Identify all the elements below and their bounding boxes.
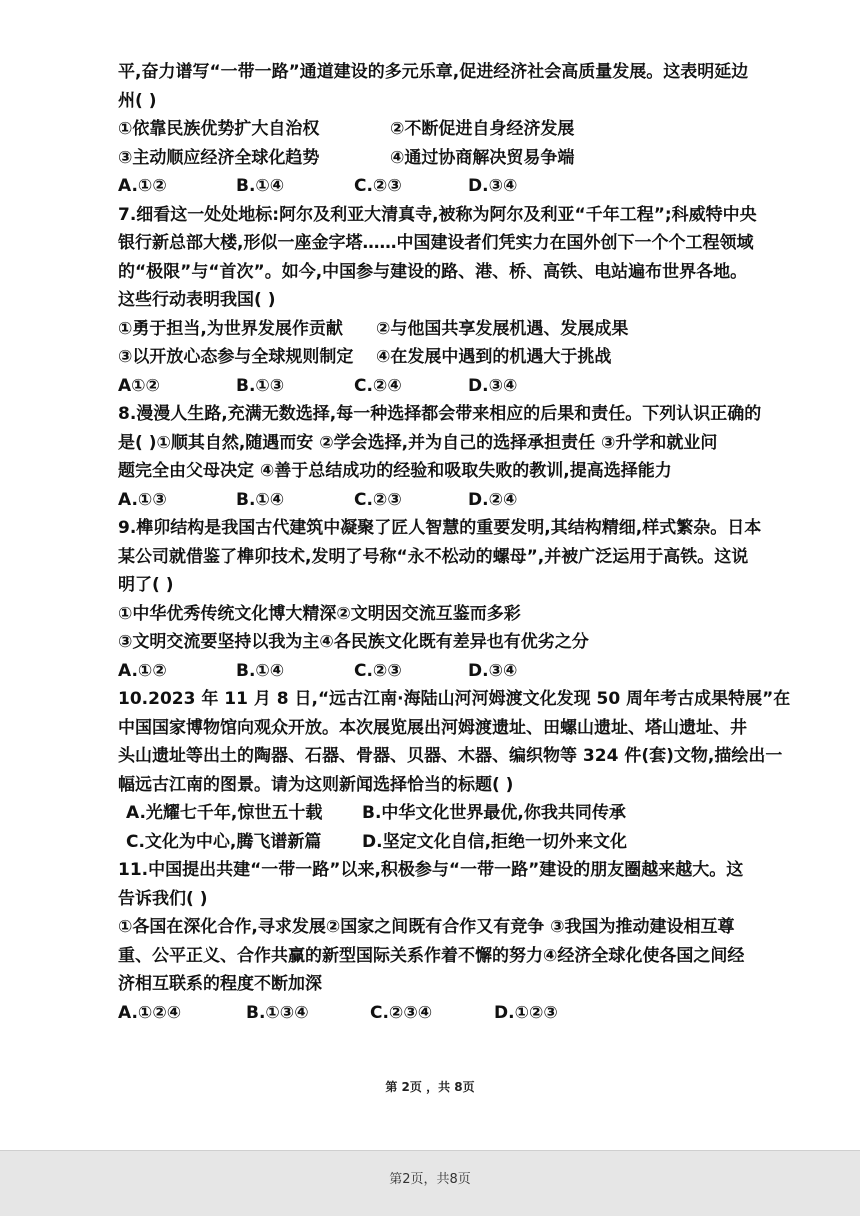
q7-option-a: A①②: [118, 375, 160, 396]
q8-line-1: 8.漫漫人生路,充满无数选择,每一种选择都会带来相应的后果和责任。下列认识正确的: [118, 404, 762, 424]
q7-option-b: B.①③: [236, 375, 285, 396]
q9-option-d: D.③④: [468, 660, 518, 681]
q8-option-a: A.①③: [118, 489, 167, 510]
q11-option-d: D.①②③: [494, 1002, 558, 1023]
q7-option-d: D.③④: [468, 375, 518, 396]
q6-line-2: 州( ): [118, 90, 157, 111]
q8-line-3: 题完全由父母决定 ④善于总结成功的经验和吸取失败的教训,提高选择能力: [118, 461, 672, 481]
q8-option-d: D.②④: [468, 489, 518, 510]
page-divider: [0, 1150, 860, 1151]
q10-line-1: 10.2023 年 11 月 8 日,“远古江南·海陆山河河姆渡文化发现 50 周年考古成果特展”在: [118, 689, 791, 709]
printed-page-number: 第 2页 ，共 8页: [385, 1080, 475, 1094]
viewer-page-indicator: 第2页，共8页: [389, 1172, 471, 1187]
q6-statement-3: ③主动顺应经济全球化趋势: [118, 147, 320, 168]
q10-option-d: D.坚定文化自信,拒绝一切外来文化: [362, 831, 628, 852]
q6-option-d: D.③④: [468, 176, 518, 196]
q7-line-1: 7.细看这一处处地标:阿尔及利亚大清真寺,被称为阿尔及利亚“千年工程”;科威特中央: [118, 204, 757, 225]
q9-line-5: ③文明交流要坚持以我为主④各民族文化既有差异也有优劣之分: [118, 632, 589, 652]
q8-option-c: C.②③: [354, 489, 402, 510]
question-content: [118, 58, 798, 1027]
q6-statement-1: ①依靠民族优势扩大自治权: [118, 119, 320, 139]
q10-options-2: [118, 828, 798, 857]
q10-option-c: C.文化为中心,腾飞谱新篇: [126, 831, 322, 852]
q7-statements-2: [118, 343, 798, 372]
q6-option-a: A.①②: [118, 176, 167, 196]
q7-statement-4: ④在发展中遇到的机遇大于挑战: [376, 347, 612, 367]
q7-statement-3: ③以开放心态参与全球规则制定: [118, 347, 354, 367]
q7-options: [118, 372, 798, 401]
q7-line-2: 银行新总部大楼,形似一座金字塔……中国建设者们凭实力在国外创下一个个工程领域: [118, 233, 754, 253]
q10-option-b: B.中华文化世界最优,你我共同传承: [362, 803, 626, 823]
q10-option-a: A.光耀七千年,惊世五十载: [126, 803, 323, 823]
q6-statement-2: ②不断促进自身经济发展: [390, 119, 575, 139]
q10-options-1: [118, 799, 798, 828]
q11-option-b: B.①③④: [246, 1002, 309, 1023]
q8-line-2: 是( )①顺其自然,随遇而安 ②学会选择,并为自己的选择承担责任 ③升学和就业问: [118, 432, 718, 453]
q6-line-1: 平,奋力谱写“一带一路”通道建设的多元乐章,促进经济社会高质量发展。这表明延边: [118, 62, 749, 82]
q9-option-b: B.①④: [236, 660, 285, 681]
q8-options: [118, 486, 798, 515]
q11-line-1: 11.中国提出共建“一带一路”以来,积极参与“一带一路”建设的朋友圈越来越大。这: [118, 860, 744, 880]
q9-option-c: C.②③: [354, 660, 402, 681]
q11-line-4: 重、公平正义、合作共赢的新型国际关系作着不懈的努力④经济全球化使各国之间经: [118, 945, 745, 966]
q6-statements-1: [118, 115, 798, 144]
q7-statement-2: ②与他国共享发展机遇、发展成果: [376, 318, 629, 339]
q11-options: [118, 999, 798, 1028]
q9-options: [118, 657, 798, 686]
q7-statements-1: [118, 315, 798, 344]
q11-option-c: C.②③④: [370, 1002, 433, 1023]
q11-line-3: ①各国在深化合作,寻求发展②国家之间既有合作又有竞争 ③我国为推动建设相互尊: [118, 917, 735, 937]
q7-line-3: 的“极限”与“首次”。如今,中国参与建设的路、港、桥、高铁、电站遍布世界各地。: [118, 261, 748, 282]
q9-line-3: 明了( ): [118, 575, 174, 595]
q10-line-3: 头山遗址等出土的陶器、石器、骨器、贝器、木器、编织物等 324 件(套)文物,描绘出一: [118, 746, 783, 766]
q6-option-b: B.①④: [236, 176, 285, 196]
q10-line-4: 幅远古江南的图景。请为这则新闻选择恰当的标题( ): [118, 774, 514, 795]
q11-option-a: A.①②④: [118, 1002, 182, 1023]
q6-statements-2: [118, 144, 798, 173]
q6-options: [118, 172, 798, 201]
q6-option-c: C.②③: [354, 176, 402, 196]
q9-option-a: A.①②: [118, 660, 167, 681]
q11-line-2: 告诉我们( ): [118, 888, 208, 909]
q9-line-4: ①中华优秀传统文化博大精深②文明因交流互鉴而多彩: [118, 603, 521, 624]
q10-line-2: 中国国家博物馆向观众开放。本次展览展出河姆渡遗址、田螺山遗址、塔山遗址、井: [118, 717, 747, 738]
q9-line-1: 9.榫卯结构是我国古代建筑中凝聚了匠人智慧的重要发明,其结构精细,样式繁杂。日本: [118, 518, 762, 538]
q11-line-5: 济相互联系的程度不断加深: [118, 974, 322, 994]
q7-statement-1: ①勇于担当,为世界发展作贡献: [118, 318, 343, 339]
q7-line-4: 这些行动表明我国( ): [118, 290, 276, 310]
q6-statement-4: ④通过协商解决贸易争端: [390, 147, 575, 168]
q9-line-2: 某公司就借鉴了榫卯技术,发明了号称“永不松动的螺母”,并被广泛运用于高铁。这说: [118, 546, 749, 567]
q8-option-b: B.①④: [236, 489, 285, 510]
q7-option-c: C.②④: [354, 375, 402, 396]
